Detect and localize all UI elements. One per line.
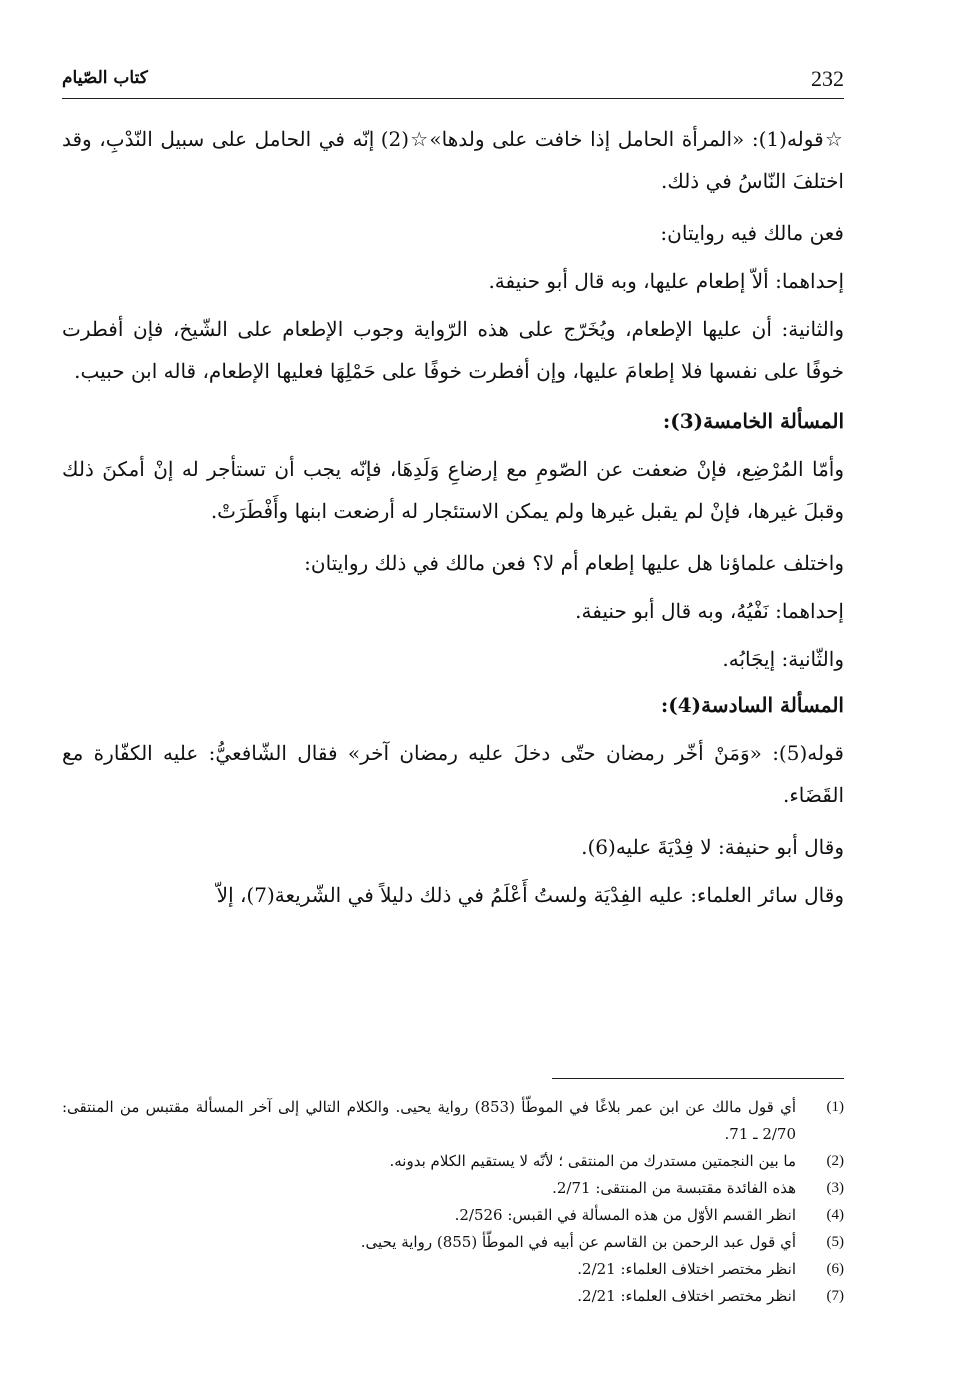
book-page xyxy=(62,58,844,1318)
paragraph-8: والثّانية: إيجَابُه. xyxy=(722,647,844,671)
paragraph-11: وقال سائر العلماء: عليه الفِدْيَة ولستُ أَعْلَمُ في ذلك دليلاً في الشّريعة(7)، إلاّ xyxy=(216,883,844,907)
footnote-text: أي قول عبد الرحمن بن القاسم عن أبيه في الموطّأ (855) رواية يحيى. xyxy=(360,1233,796,1251)
footnote-number: (5) xyxy=(826,1234,844,1250)
page-number: 232 xyxy=(811,66,844,91)
footnote-number: (1) xyxy=(826,1099,844,1115)
footnote xyxy=(62,1202,844,1229)
footnote-text: أي قول مالك عن ابن عمر بلاغًا في الموطّأ (853) رواية يحيى. والكلام التالي إلى آخر المسألة مقتبس من المنتقى: 2/70 ـ 71. xyxy=(62,1098,797,1143)
paragraph-1: ☆قوله(1): «المرأة الحامل إذا خافت على ولدها»☆(2) إنّه في الحامل على سبيل النّدْبِ، وقد اختلفَ النّاسُ في ذلك. xyxy=(62,127,844,193)
footnote xyxy=(62,1283,844,1310)
paragraph-5: وأمّا المُرْضِع، فإنْ ضعفت عن الصّومِ مع إرضاعِ وَلَدِهَا، فإنّه يجب أن تستأجر له إنْ أمكنَ ذلك وقبلَ غيرها، فإنْ لم يقبل غيرها ولم يمكن الاستئجار له أرضعت ابنها وأَفْطَرَتْ. xyxy=(62,457,844,523)
paragraph-6: واختلف علماؤنا هل عليها إطعام أم لا؟ فعن مالك في ذلك روايتان: xyxy=(304,551,844,575)
paragraph-10: وقال أبو حنيفة: لا فِدْيَةَ عليه(6). xyxy=(581,835,844,859)
footnote xyxy=(62,1256,844,1283)
footnote-number: (3) xyxy=(826,1180,844,1196)
footnote-text: انظر مختصر اختلاف العلماء: 2/21. xyxy=(577,1287,796,1305)
footnote-text: هذه الفائدة مقتبسة من المنتقى: 2/71. xyxy=(552,1179,796,1197)
footnote-number: (6) xyxy=(826,1261,844,1277)
footnote xyxy=(62,1094,844,1148)
footnote-divider xyxy=(552,1078,844,1079)
footnote-number: (4) xyxy=(826,1207,844,1223)
paragraph-2: فعن مالك فيه روايتان: xyxy=(660,221,844,245)
footnote xyxy=(62,1229,844,1256)
paragraph-4: والثانية: أن عليها الإطعام، ويُخَرّج على هذه الرّواية وجوب الإطعام على الشّيخ، فإن أفطرت خوفًا على نفسها فلا إطعامَ عليها، وإن أفطرت خوفًا على حَمْلِهَا فعليها الإطعام، قاله ابن حبيب. xyxy=(62,317,844,383)
page-header xyxy=(62,58,844,99)
section-heading-5: المسألة الخامسة(3): xyxy=(662,409,844,433)
footnote-text: ما بين النجمتين مستدرك من المنتقى ؛ لأنّه لا يستقيم الكلام بدونه. xyxy=(389,1152,796,1170)
footnotes xyxy=(62,1094,844,1310)
footnote xyxy=(62,1175,844,1202)
footnote-text: انظر مختصر اختلاف العلماء: 2/21. xyxy=(577,1260,796,1278)
running-title: كتاب الصّيام xyxy=(62,68,148,88)
footnote-number: (7) xyxy=(826,1288,844,1304)
footnote xyxy=(62,1148,844,1175)
footnote-number: (2) xyxy=(826,1153,844,1169)
paragraph-9: قوله(5): «وَمَنْ أخّر رمضان حتّى دخلَ عليه رمضان آخر» فقال الشّافعيُّ: عليه الكفّارة مع القَضَاء. xyxy=(62,741,844,807)
footnote-text: انظر القسم الأوّل من هذه المسألة في القبس: 2/526. xyxy=(454,1206,796,1224)
paragraph-7: إحداهما: نَفْيُهُ، وبه قال أبو حنيفة. xyxy=(575,599,844,623)
paragraph-3: إحداهما: ألاّ إطعام عليها، وبه قال أبو حنيفة. xyxy=(488,269,844,293)
main-text xyxy=(62,118,844,922)
section-heading-6: المسألة السادسة(4): xyxy=(660,693,844,717)
